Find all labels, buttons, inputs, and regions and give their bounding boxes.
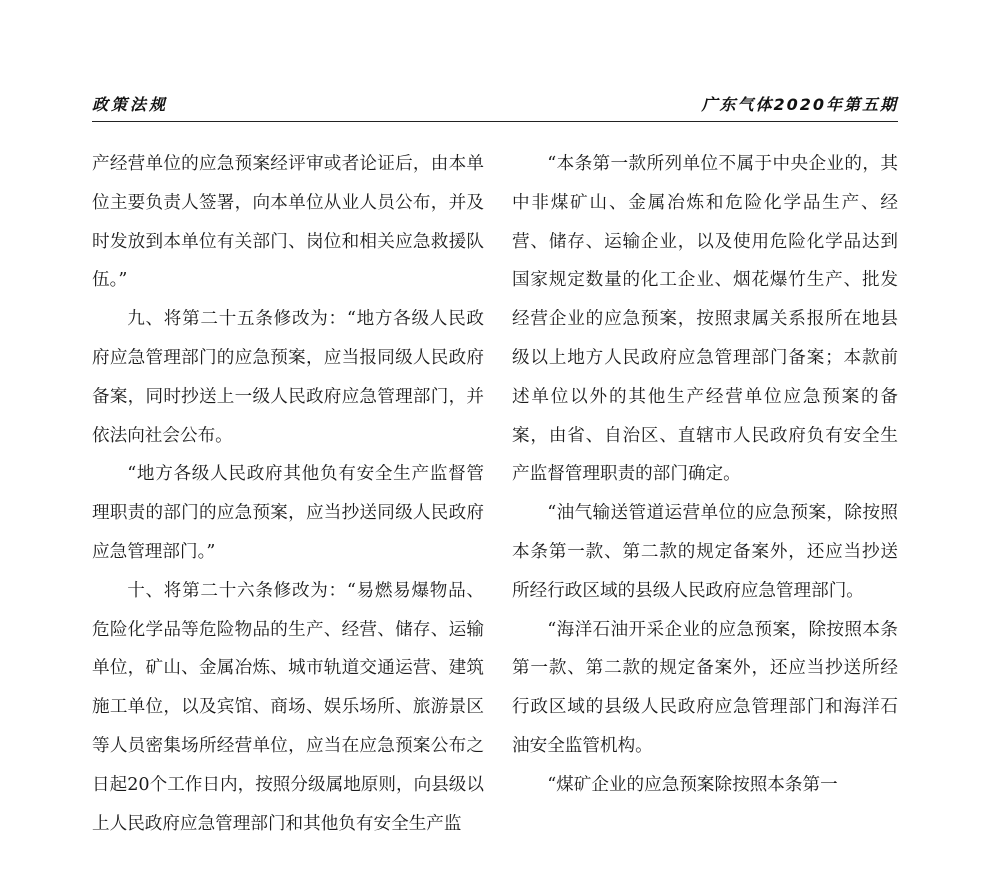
left-column <box>92 145 484 843</box>
paragraph: “本条第一款所列单位不属于中央企业的，其中非煤矿山、金属冶炼和危险化学品生产、经营、储存、运输企业，以及使用危险化学品达到国家规定数量的化工企业、烟花爆竹生产、批发经营企业的应急预案，按照隶属关系报所在地县级以上地方人民政府应急管理部门备案；本款前述单位以外的其他生产经营单位应急预案的备案，由省、自治区、直辖市人民政府负有安全生产监督管理职责的部门确定。 <box>512 154 898 485</box>
paragraph: “地方各级人民政府其他负有安全生产监督管理职责的部门的应急预案，应当抄送同级人民政府应急管理部门。” <box>92 464 484 562</box>
paragraph: 九、将第二十五条修改为：“地方各级人民政府应急管理部门的应急预案，应当报同级人民政府备案，同时抄送上一级人民政府应急管理部门，并依法向社会公布。 <box>92 309 484 446</box>
paragraph: 十、将第二十六条修改为：“易燃易爆物品、危险化学品等危险物品的生产、经营、储存、运输单位，矿山、金属冶炼、城市轨道交通运营、建筑施工单位，以及宾馆、商场、娱乐场所、旅游景区等人员密集场所经营单位，应当在应急预案公布之日起20个工作日内，按照分级属地原则，向县级以上人民政府应急管理部门和其他负有安全生产监 <box>92 580 484 834</box>
paragraph: “海洋石油开采企业的应急预案，除按照本条第一款、第二款的规定备案外，还应当抄送所经行政区域的县级人民政府应急管理部门和海洋石油安全监管机构。 <box>512 619 898 756</box>
paragraph: 产经营单位的应急预案经评审或者论证后，由本单位主要负责人签署，向本单位从业人员公布，并及时发放到本单位有关部门、岗位和相关应急救援队伍。” <box>92 154 484 291</box>
page-header <box>92 93 898 123</box>
section-title: 政策法规 <box>92 95 169 114</box>
header-rule <box>92 121 898 122</box>
paragraph: “油气输送管道运营单位的应急预案，除按照本条第一款、第二款的规定备案外，还应当抄送所经行政区域的县级人民政府应急管理部门。 <box>512 503 898 601</box>
paragraph: “煤矿企业的应急预案除按照本条第一 <box>547 774 838 795</box>
right-column <box>512 145 898 805</box>
journal-title: 广东气体2020年第五期 <box>701 95 898 114</box>
